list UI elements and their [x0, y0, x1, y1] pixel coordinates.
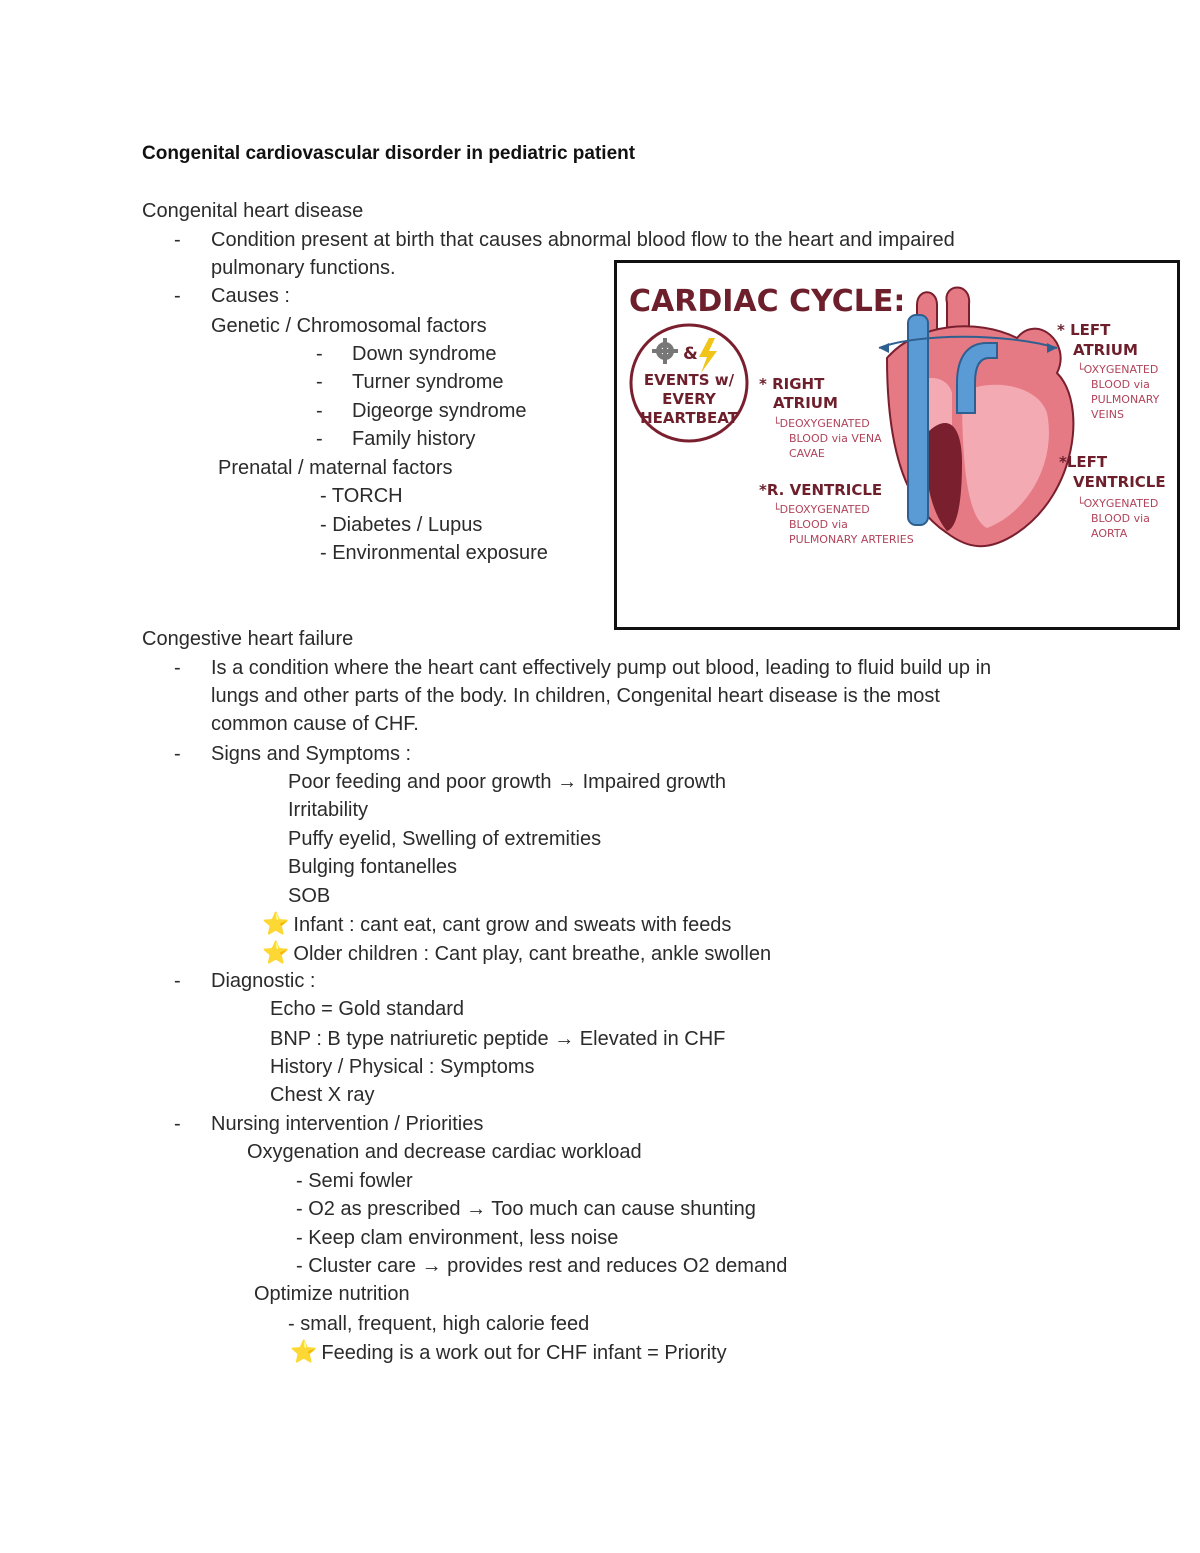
- label-sub: └DEOXYGENATED: [773, 503, 870, 516]
- bullet-dash: -: [316, 400, 323, 422]
- list-item: History / Physical : Symptoms: [270, 1056, 535, 1078]
- bullet-dash: -: [174, 657, 181, 679]
- label-right-atrium: ATRIUM: [773, 394, 838, 412]
- section-heading-chf: Congestive heart failure: [142, 628, 354, 650]
- label-sub: BLOOD via: [789, 518, 848, 531]
- chd-definition-line: pulmonary functions.: [211, 257, 396, 279]
- gear-icon: [652, 338, 678, 364]
- vena-cava: [908, 315, 928, 525]
- circle-amp: &: [683, 344, 698, 364]
- list-item: - Cluster care → provides rest and reduces O2 demand: [296, 1255, 788, 1277]
- star-note-text: Feeding is a work out for CHF infant = Priority: [321, 1342, 727, 1364]
- list-item: - O2 as prescribed → Too much can cause shunting: [296, 1198, 756, 1220]
- nursing-heading: Nursing intervention / Priorities: [211, 1113, 484, 1135]
- bullet-dash: -: [174, 970, 181, 992]
- chf-definition-line: lungs and other parts of the body. In children, Congenital heart disease is the most: [211, 685, 940, 707]
- heart-diagram: [617, 263, 1177, 627]
- prenatal-factors-heading: Prenatal / maternal factors: [218, 457, 453, 479]
- nutrition-heading: Optimize nutrition: [254, 1283, 410, 1305]
- bullet-dash: -: [316, 371, 323, 393]
- label-sub: BLOOD via: [1091, 378, 1150, 391]
- star-icon: ⭐: [262, 911, 290, 936]
- list-item: Bulging fontanelles: [288, 856, 458, 878]
- bullet-dash: -: [174, 743, 181, 765]
- list-item: - Keep clam environment, less noise: [296, 1227, 619, 1249]
- genetic-factors-heading: Genetic / Chromosomal factors: [211, 315, 487, 337]
- bullet-dash: -: [174, 229, 181, 251]
- label-sub: └DEOXYGENATED: [773, 417, 870, 430]
- chd-definition-line: Condition present at birth that causes abnormal blood flow to the heart and impaired: [211, 229, 955, 251]
- list-item: - Diabetes / Lupus: [320, 514, 483, 536]
- list-item: Chest X ray: [270, 1084, 375, 1106]
- label-sub: BLOOD via VENA: [789, 432, 882, 445]
- list-item: Puffy eyelid, Swelling of extremities: [288, 828, 602, 850]
- bullet-dash: -: [174, 285, 181, 307]
- lightning-icon: [699, 338, 717, 373]
- figure-title: CARDIAC CYCLE:: [629, 284, 906, 319]
- star-note-text: Older children : Cant play, cant breathe, ankle swollen: [293, 943, 772, 965]
- signs-heading: Signs and Symptoms :: [211, 743, 412, 765]
- bullet-dash: -: [174, 1113, 181, 1135]
- star-note-text: Infant : cant eat, cant grow and sweats with feeds: [293, 914, 732, 936]
- list-item: Digeorge syndrome: [352, 400, 527, 422]
- list-item: Echo = Gold standard: [270, 998, 465, 1020]
- star-note: [262, 939, 771, 968]
- list-item: - Environmental exposure: [320, 542, 548, 564]
- chf-definition-line: common cause of CHF.: [211, 713, 419, 735]
- star-icon: ⭐: [290, 1339, 318, 1364]
- chf-definition-line: Is a condition where the heart cant effectively pump out blood, leading to fluid build up in: [211, 657, 992, 679]
- label-sub: PULMONARY ARTERIES: [789, 533, 914, 546]
- diagnostic-heading: Diagnostic :: [211, 970, 316, 992]
- bullet-dash: -: [316, 343, 323, 365]
- label-right-atrium: * RIGHT: [759, 375, 825, 393]
- list-item: - small, frequent, high calorie feed: [288, 1313, 590, 1335]
- cardiac-cycle-figure: [614, 260, 1180, 630]
- label-sub: └OXYGENATED: [1077, 363, 1159, 376]
- section-heading-chd: Congenital heart disease: [142, 200, 364, 222]
- circle-text: HEARTBEAT: [640, 409, 738, 427]
- label-right-ventricle: *R. VENTRICLE: [759, 481, 883, 499]
- label-left-ventricle: VENTRICLE: [1073, 473, 1166, 491]
- list-item: Irritability: [288, 799, 369, 821]
- label-left-ventricle: *LEFT: [1059, 453, 1108, 471]
- list-item: Down syndrome: [352, 343, 497, 365]
- list-item: - TORCH: [320, 485, 403, 507]
- causes-label: Causes :: [211, 285, 290, 307]
- oxygenation-heading: Oxygenation and decrease cardiac workload: [247, 1141, 642, 1163]
- label-sub: PULMONARY: [1091, 393, 1160, 406]
- star-note: [290, 1338, 727, 1367]
- label-sub: AORTA: [1091, 527, 1128, 540]
- bullet-dash: -: [316, 428, 323, 450]
- heart-illustration: [879, 288, 1073, 547]
- label-sub: VEINS: [1091, 408, 1124, 421]
- label-sub: CAVAE: [789, 447, 825, 460]
- page-title: Congenital cardiovascular disorder in pediatric patient: [142, 143, 636, 164]
- star-icon: ⭐: [262, 940, 290, 965]
- circle-text: EVERY: [662, 390, 716, 408]
- label-left-atrium: * LEFT: [1057, 321, 1111, 339]
- circle-text: EVENTS w/: [643, 371, 735, 389]
- list-item: BNP : B type natriuretic peptide → Elevated in CHF: [270, 1028, 726, 1050]
- list-item: Poor feeding and poor growth → Impaired growth: [288, 771, 727, 793]
- star-note: [262, 910, 731, 939]
- list-item: Family history: [352, 428, 476, 450]
- label-sub: └OXYGENATED: [1077, 497, 1159, 510]
- list-item: SOB: [288, 885, 331, 907]
- list-item: - Semi fowler: [296, 1170, 413, 1192]
- list-item: Turner syndrome: [352, 371, 504, 393]
- label-sub: BLOOD via: [1091, 512, 1150, 525]
- label-left-atrium: ATRIUM: [1073, 341, 1138, 359]
